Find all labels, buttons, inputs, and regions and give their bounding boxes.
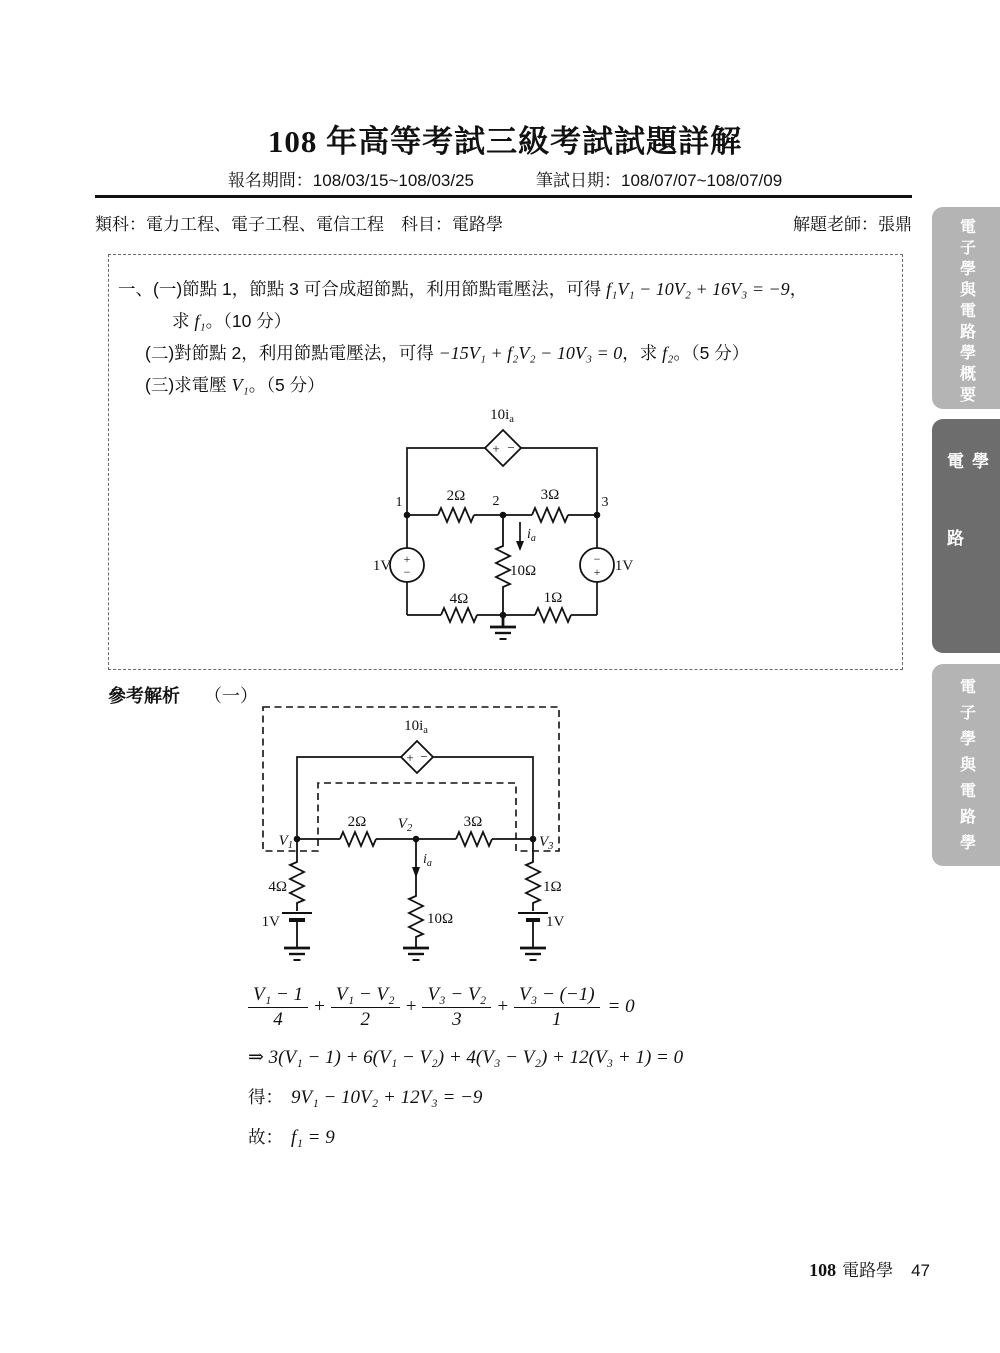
side-tab-electronics-circuit-outline: 電子學與電路學概要 — [932, 207, 1000, 409]
svg-text:−: − — [507, 440, 515, 455]
page-number: 47 — [911, 1261, 930, 1280]
solution-heading: 參考解析 （一） — [108, 686, 258, 706]
circuit2-nodes — [294, 836, 537, 878]
solution-teacher: 解題老師：張鼎 — [793, 215, 912, 234]
dep-source-label: $10i_a$ — [490, 407, 514, 425]
side-tab-electronics-and-circuit: 電子學與電路學 — [932, 664, 1000, 866]
circuit1-wires — [390, 430, 614, 639]
resistor-3ohm-label: 3Ω — [463, 814, 483, 830]
registration-period: 報名期間：108/03/15~108/03/25 — [227, 171, 474, 190]
resistor-2ohm-label: 2Ω — [446, 488, 466, 504]
right-source-label: 1V — [614, 558, 634, 574]
resistor-1ohm-label: 1Ω — [543, 590, 563, 606]
problem-line-1: 一、(一)節點 1，節點 3 可合成超節點，利用節點電壓法，可得 f₁V₁ − 10V₂ + 16V₃ = −9， — [118, 279, 808, 299]
resistor-2ohm-label: 2Ω — [347, 814, 367, 830]
current-ia-label: $i_a$ — [423, 852, 432, 869]
footer-subject: 電路學 — [842, 1261, 894, 1280]
exam-dates-row — [95, 166, 915, 191]
resistor-10ohm-label: 10Ω — [427, 911, 454, 927]
resistor-3ohm-label: 3Ω — [540, 487, 560, 503]
node-v3-label: $V_3$ — [539, 834, 554, 852]
footer-year: 108 — [809, 1260, 837, 1280]
page-title: 108 年高等考試三級考試試題詳解 — [267, 124, 743, 159]
category-row — [95, 210, 912, 235]
resistor-10ohm-label: 10Ω — [510, 563, 537, 579]
equation-expanded: ⇒ 3(V₁ − 1) + 6(V₁ − V₂) + 4(V₃ − V₂) + 12(V₃ + 1) = 0 — [248, 1046, 684, 1068]
circuit-diagram-problem — [368, 398, 648, 650]
node1-label: 1 — [395, 495, 403, 510]
problem-line-4: (三)求電壓 V₁。（5 分） — [145, 375, 325, 395]
circuit-diagram-supernode — [260, 700, 580, 992]
current-arrowhead — [516, 541, 524, 551]
current-ia-label: $i_a$ — [527, 527, 536, 544]
right-battery-label: 1V — [546, 914, 565, 930]
side-tab-circuit-theory: 電路學 — [932, 419, 1000, 653]
node2-label: 2 — [492, 494, 500, 509]
left-source-label: 1V — [372, 558, 392, 574]
written-exam-date: 筆試日期：108/07/07~108/07/09 — [536, 171, 783, 190]
svg-text:+: + — [406, 750, 414, 765]
problem-line-2: 求 f₁。（10 分） — [172, 311, 292, 331]
resistor-1ohm-label: 1Ω — [543, 879, 562, 895]
node-v1-label: $V_1$ — [278, 833, 293, 851]
equation-result: 得： 9V₁ − 10V₂ + 12V₃ = −9 — [248, 1086, 483, 1108]
svg-text:−: − — [420, 749, 428, 764]
svg-text:+: + — [403, 552, 411, 566]
circuit1-labels — [373, 407, 634, 607]
svg-text:+: + — [492, 441, 500, 456]
header-divider — [95, 195, 912, 198]
problem-line-3: (二)對節點 2，利用節點電壓法，可得 −15V₁ + f₂V₂ − 10V₃ = 0，求 f₂。（5 分） — [145, 343, 750, 363]
svg-text:−: − — [403, 565, 411, 579]
page-footer — [809, 1256, 930, 1281]
node-v2-label: $V_2$ — [397, 816, 413, 834]
solution-equations — [248, 984, 728, 1149]
resistor-4ohm-label: 4Ω — [449, 591, 469, 607]
node3-label: 3 — [601, 495, 609, 510]
left-battery-label: 1V — [261, 914, 280, 930]
dep-source-label: $10i_a$ — [404, 718, 428, 736]
equation-kcl: $\frac{\text{V₁ − 1}}{4}$ + $\frac{\text{V₁ − V₂}}{2}$ + $\frac{\text{V₃ − V₂}}{3}$ + $\frac{\text{V₃ − (−1)}}{1}$ = 0 — [248, 984, 728, 1031]
category-subject: 類科：電力工程、電子工程、電信工程 科目：電路學 — [95, 215, 503, 234]
current-arrowhead — [412, 867, 420, 878]
svg-text:−: − — [593, 552, 601, 566]
resistor-4ohm-label: 4Ω — [268, 879, 287, 895]
svg-text:+: + — [593, 565, 601, 579]
equation-answer: 故： f₁ = 9 — [248, 1126, 335, 1148]
circuit2-wires — [282, 741, 548, 960]
